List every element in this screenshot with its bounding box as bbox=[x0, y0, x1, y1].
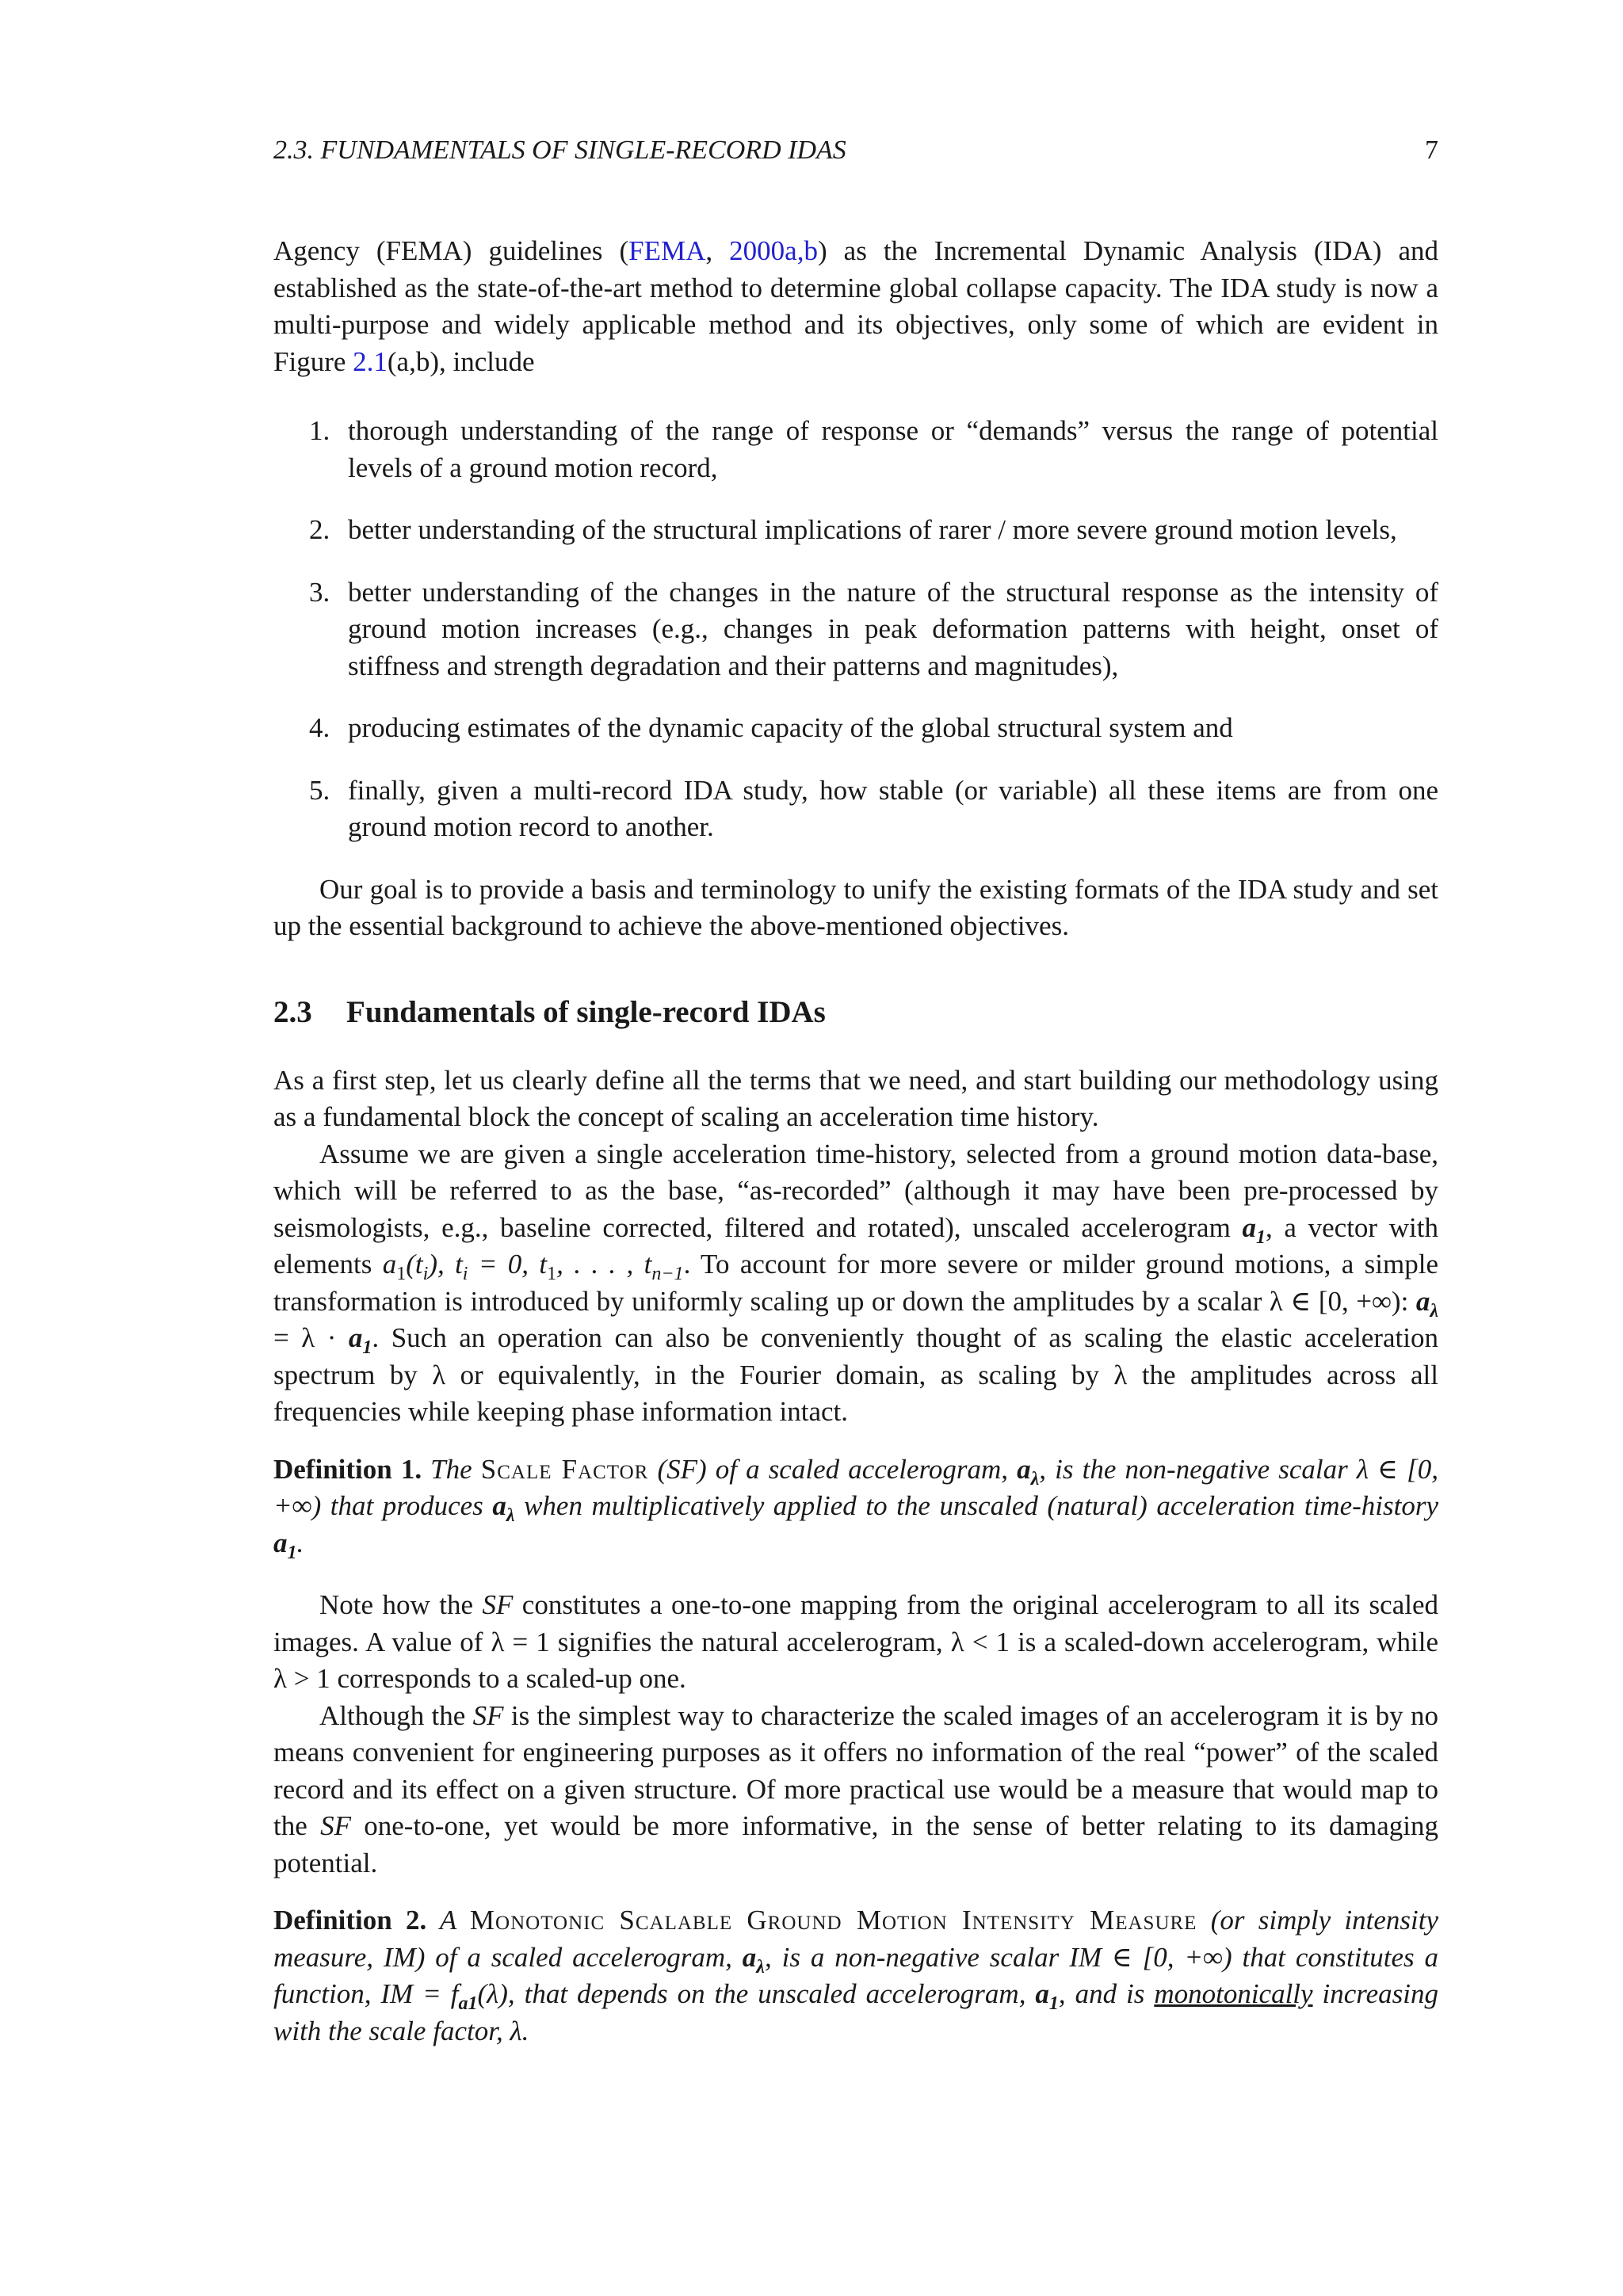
running-head-title: 2.3. FUNDAMENTALS OF SINGLE-RECORD IDAS bbox=[273, 135, 846, 165]
figure-ref-2-1[interactable]: 2.1 bbox=[353, 345, 388, 377]
section-paragraph-1: As a first step, let us clearly define all the terms that we need, and start building our methodology using as a fundamental block the concept of scaling an acceleration time history. bbox=[273, 1064, 1438, 1132]
page-number: 7 bbox=[1425, 135, 1438, 165]
objectives-list bbox=[273, 413, 1438, 846]
intro-paragraph: Agency (FEMA) guidelines (FEMA, 2000a,b) as the Incremental Dynamic Analysis (IDA) and established as the state-of-the-art method to determine global collapse capacity. The IDA study is now a multi-purpose and widely applicable method and its objectives, only some of which are evident in Figure 2.1(a,b), include bbox=[273, 235, 1439, 377]
goal-paragraph: Our goal is to provide a basis and terminology to unify the existing formats of the IDA study and set up the essential background to achieve the above-mentioned objectives. bbox=[273, 873, 1438, 941]
section-heading: 2.3 Fundamentals of single-record IDAs bbox=[273, 994, 826, 1029]
definition-1: Definition 1. The Scale Factor (SF) of a scaled accelerogram, $a_\lambda$, is the non-negative scalar λ ∈ [0, +∞) that produces $a_\lambda$ when multiplicatively applied to the unscaled (natural) acceleration time-history $a_1$. bbox=[273, 1453, 1438, 1563]
list-item: 3. better understanding of the changes in the nature of the structural response as the intensity of ground motion increases (e.g., changes in peak deformation patterns with height, onset of stiffness and strength degradation and their patterns and magnitudes), bbox=[309, 576, 1438, 681]
term-scale-factor: Scale Factor bbox=[480, 1453, 649, 1485]
section-paragraph-2: Assume we are given a single acceleration time-history, selected from a ground motion data-base, which will be referred to as the base, “as-recorded” (although it may have been pre-processed by seismologists, e.g., baseline corrected, filtered and rotated), unscaled accelerogram $a_1$, a vector with elements $a_1(t_i)$, $t_i = 0$, $t_1$, . . . , $t_{n-1}$. To account for more severe or milder ground motions, a simple transformation is introduced by uniformly scaling up or down the amplitudes by a scalar λ ∈ [0, +∞): $a_\lambda = \lambda \cdot a_1$. Such an operation can also be conveniently thought of as scaling the elastic acceleration spectrum by λ or equivalently, in the Fourier domain, as scaling by λ the amplitudes across all frequencies while keeping phase information intact. bbox=[273, 1138, 1438, 1427]
citation-2000ab[interactable]: 2000a,b bbox=[729, 235, 818, 266]
note-paragraph-2: Although the SF is the simplest way to characterize the scaled images of an accelerogram it is by no means convenient for engineering purposes as it offers no information of the real “power” of the scaled record and its effect on a given structure. Of more practical use would be a measure that would map to the SF one-to-one, yet would be more informative, in the sense of better relating to its damaging potential. bbox=[273, 1699, 1439, 1878]
list-item: 1. thorough understanding of the range of response or “demands” versus the range of potential levels of a ground motion record, bbox=[309, 415, 1438, 483]
running-head bbox=[273, 135, 1438, 166]
main-column bbox=[273, 233, 1438, 2050]
list-item: 2. better understanding of the structural implications of rarer / more severe ground motion levels, bbox=[309, 514, 1397, 545]
definition-2: Definition 2. A Monotonic Scalable Ground Motion Intensity Measure (or simply intensity measure, IM) of a scaled accelerogram, $a_\lambda$, is a non-negative scalar IM ∈ [0, +∞) that constitutes a function, IM = $f_{a1}(\lambda)$, that depends on the unscaled accelerogram, $a_1$, and is monotonically increasing with the scale factor, λ. bbox=[273, 1905, 1438, 2046]
citation-fema[interactable]: FEMA bbox=[628, 235, 706, 266]
term-intensity-measure: Monotonic Scalable Ground Motion Intensity Measure bbox=[469, 1905, 1197, 1936]
list-item: 4. producing estimates of the dynamic capacity of the global structural system and bbox=[309, 712, 1233, 743]
list-item: 5. finally, given a multi-record IDA study, how stable (or variable) all these items are from one ground motion record to another. bbox=[309, 774, 1438, 842]
note-paragraph-1: Note how the SF constitutes a one-to-one mapping from the original accelerogram to all its scaled images. A value of λ = 1 signifies the natural accelerogram, λ < 1 is a scaled-down accelerogram, while λ > 1 corresponds to a scaled-up one. bbox=[273, 1589, 1438, 1694]
